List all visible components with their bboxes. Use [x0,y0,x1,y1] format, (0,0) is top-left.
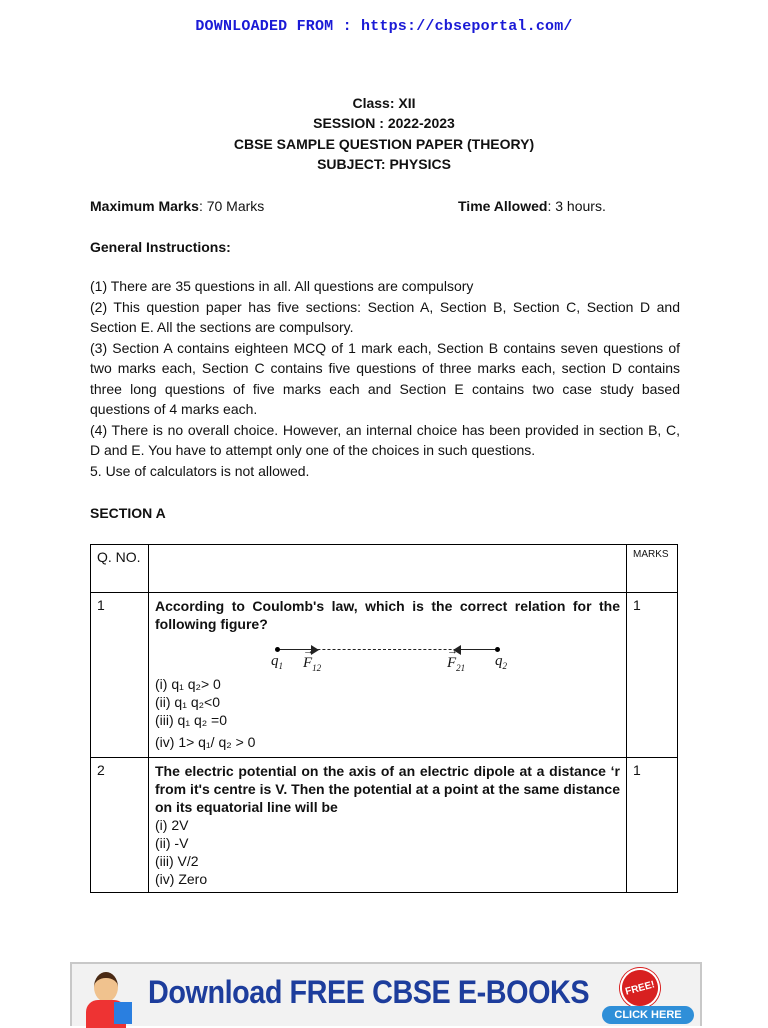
time-allowed [458,196,606,217]
student-illustration-icon [78,968,136,1026]
question-table [90,544,678,893]
question-number: 1 [91,593,149,758]
question-marks: 1 [627,593,678,758]
time-allowed-label: Time Allowed [458,198,548,214]
label-f21: → $F_{21}$ [447,645,466,673]
section-a-heading: SECTION A [90,505,166,521]
coulomb-force-diagram [155,641,615,675]
label-q2: $q_2$ [495,653,507,671]
question-text: The electric potential on the axis of an electric dipole at a distance ‘r from it's centre is V. Then the potential at a point at the same distance on its equatorial line will be [155,763,620,815]
option: (iv) Zero [155,871,208,887]
table-header-row [91,545,678,593]
time-allowed-value: : 3 hours. [547,198,606,214]
qno-header: Q. NO. [91,545,149,593]
option: (i) q₁ q₂> 0 [155,676,221,692]
question-cell [149,758,627,893]
option: (iii) q₁ q₂ =0 [155,712,228,728]
question-header [149,545,627,593]
marks-header: MARKS [627,545,678,593]
instructions-list [90,276,680,481]
option: (iii) V/2 [155,853,199,869]
ad-headline: Download FREE CBSE E-BOOKS [148,974,590,1010]
session-line: SESSION : 2022-2023 [313,115,455,131]
instructions-heading: General Instructions: [90,239,231,255]
max-marks-value: : 70 Marks [198,198,265,214]
option: (ii) -V [155,835,189,851]
click-here-button[interactable]: CLICK HERE [602,1006,694,1024]
option: (ii) q₁ q₂<0 [155,694,221,710]
download-source-link[interactable]: DOWNLOADED FROM : https://cbseportal.com/ [195,18,573,35]
instruction-item: (4) There is no overall choice. However, an internal choice has been provided in section B, C, D and E. You have to attempt only one of the choices in such questions. [90,421,680,458]
subject-line: SUBJECT: PHYSICS [317,156,451,172]
class-line: Class: XII [352,95,416,111]
instruction-item: (2) This question paper has five sections: Section A, Section B, Section C, Section D and Section E. All the sections are compulsory. [90,298,680,335]
question-cell [149,593,627,758]
instruction-item: 5. Use of calculators is not allowed. [90,462,310,479]
charge-q2-dot [495,647,500,652]
option: (i) 2V [155,817,189,833]
force-arrow-f21 [461,649,497,650]
table-row [91,758,678,893]
free-badge: FREE! [616,964,665,1013]
question-number: 2 [91,758,149,893]
max-marks-label: Maximum Marks [90,198,199,214]
instruction-item: (3) Section A contains eighteen MCQ of 1 mark each, Section B contains seven questions of two marks each, Section C contains five questions of three marks each, section D contains three long questions of five marks each and Section E contains two case study based questions of 4 marks each. [90,339,680,417]
max-marks [90,196,264,217]
instruction-item: (1) There are 35 questions in all. All questions are compulsory [90,278,474,294]
table-row [91,593,678,758]
question-marks: 1 [627,758,678,893]
option: (iv) 1> q₁/ q₂ > 0 [155,734,256,750]
label-q1: $q_1$ [271,653,283,671]
charge-q1-dot [275,647,280,652]
ebooks-ad-banner[interactable] [70,962,702,1026]
question-text: According to Coulomb's law, which is the correct relation for the following figure? [155,598,620,632]
paper-title: CBSE SAMPLE QUESTION PAPER (THEORY) [233,136,535,152]
label-f12: → $F_{12}$ [303,645,322,673]
